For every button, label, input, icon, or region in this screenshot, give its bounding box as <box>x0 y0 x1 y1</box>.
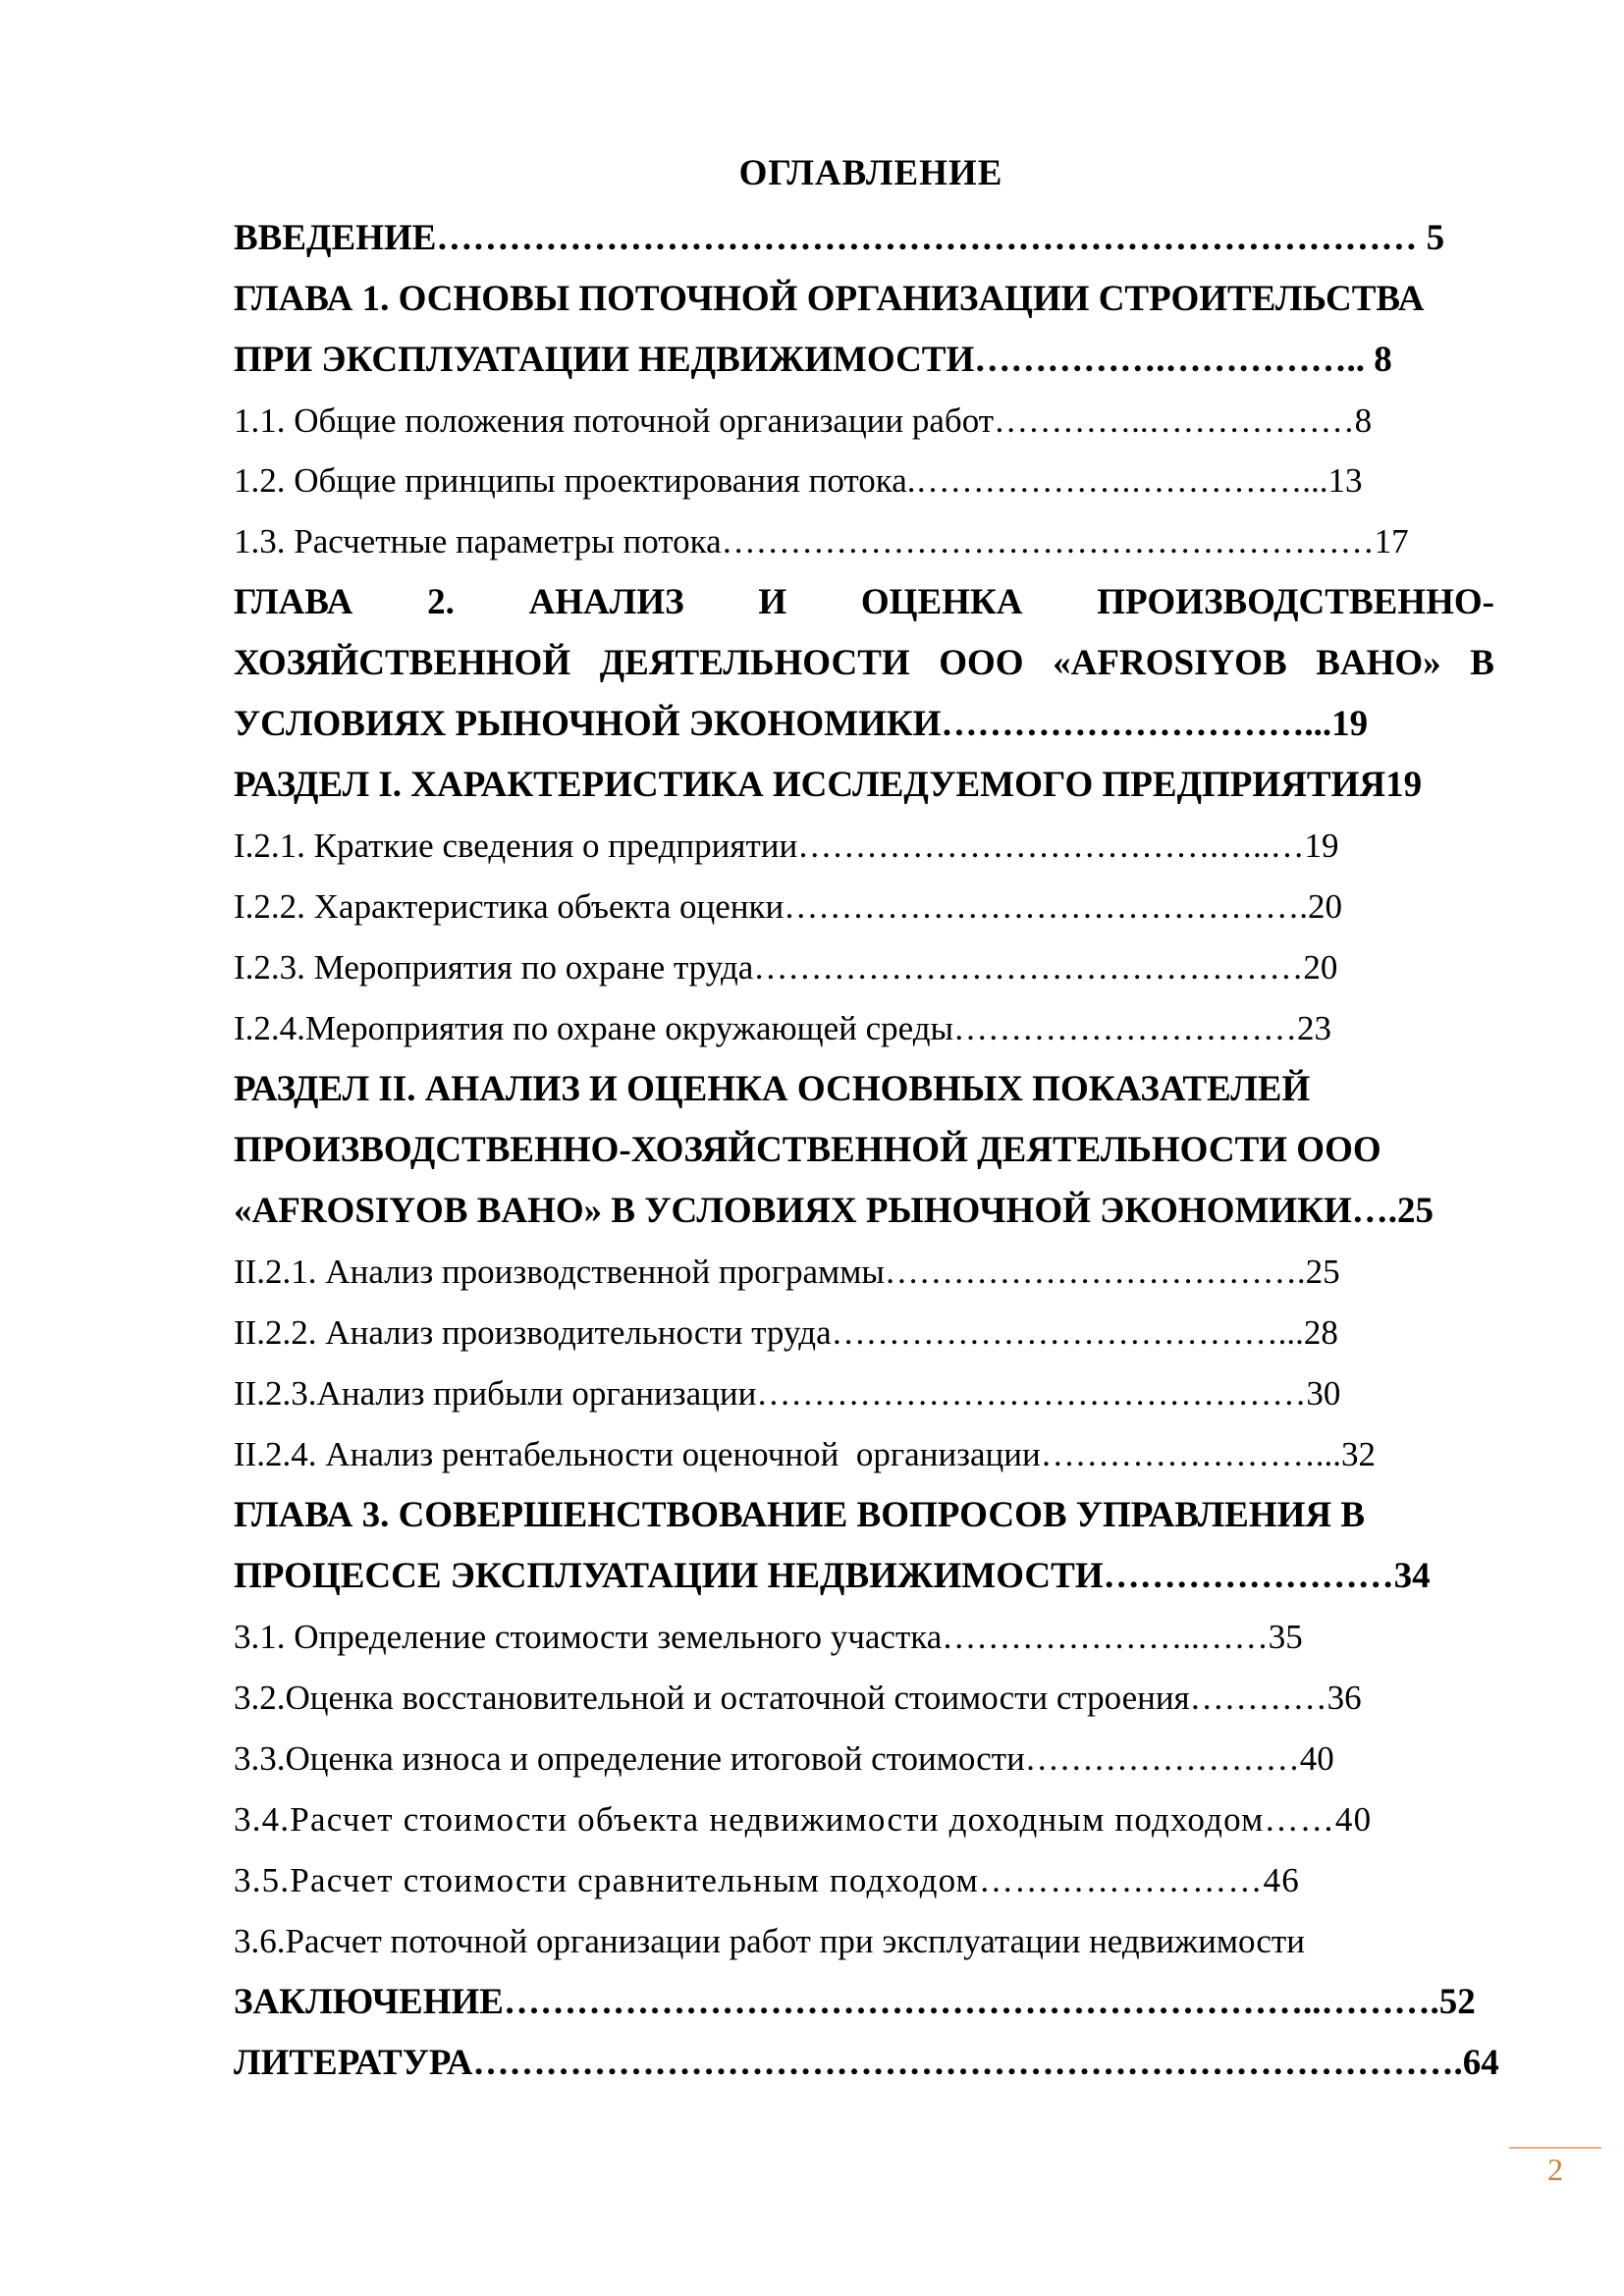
toc-entry-i-2-3: I.2.3. Мероприятия по охране труда…………………………………………20 <box>234 948 1338 987</box>
toc-entry-ii-2-2: II.2.2. Анализ производительности труда…………………………………...28 <box>234 1313 1338 1352</box>
word: «AFROSIYOB <box>1053 643 1287 683</box>
word: BAHO» <box>1316 643 1441 683</box>
toc-entry-ii-2-4: II.2.4. Анализ рентабельности оценочной организации……………………...32 <box>234 1435 1376 1473</box>
toc-entry-chapter-2 <box>234 573 1494 632</box>
toc-entry-conclusion: ЗАКЛЮЧЕНИЕ…………………………………………………………..……….52 <box>234 1982 1476 2022</box>
toc-entry-3-1: 3.1. Определение стоимости земельного участка…………………..……35 <box>234 1618 1303 1656</box>
toc-entry-section-1: РАЗДЕЛ I. ХАРАКТЕРИСТИКА ИССЛЕДУЕМОГО ПРЕДПРИЯТИЯ19 <box>234 765 1423 805</box>
toc-entry-chapter-2-end: УСЛОВИЯХ РЫНОЧНОЙ ЭКОНОМИКИ…………………………...19 <box>234 704 1369 744</box>
toc-entry-introduction: ВВЕДЕНИЕ……………………………………………………………………… 5 <box>234 218 1445 258</box>
toc-entry-1-2: 1.2. Общие принципы проектирования потока.……………….……………...13 <box>234 461 1363 500</box>
word: АНАЛИЗ <box>528 582 684 622</box>
toc-entry-i-2-2: I.2.2. Характеристика объекта оценки……………………………………….20 <box>234 887 1343 926</box>
word: ПРОИЗВОДСТВЕННО- <box>1097 582 1494 622</box>
word: В <box>1470 643 1494 683</box>
toc-entry-1-3: 1.3. Расчетные параметры потока…………………………………………………17 <box>234 522 1409 561</box>
toc-entry-3-4: 3.4.Расчет стоимости объекта недвижимости доходным подходом……40 <box>234 1800 1373 1839</box>
word: ДЕЯТЕЛЬНОСТИ <box>599 643 910 683</box>
toc-entry-section-2-end: «AFROSIYOB BAHO» В УСЛОВИЯХ РЫНОЧНОЙ ЭКОНОМИКИ….25 <box>234 1191 1435 1231</box>
word: ГЛАВА <box>234 582 353 622</box>
word: 2. <box>427 582 455 622</box>
toc-entry-section-2-cont: ПРОИЗВОДСТВЕННО-ХОЗЯЙСТВЕННОЙ ДЕЯТЕЛЬНОСТИ ООО <box>234 1130 1381 1170</box>
toc-entry-3-2: 3.2.Оценка восстановительной и остаточной стоимости строения…………36 <box>234 1679 1362 1717</box>
toc-entry-i-2-4: I.2.4.Мероприятия по охране окружающей среды…………………………23 <box>234 1009 1332 1047</box>
toc-entry-3-3: 3.3.Оценка износа и определение итоговой стоимости……………………40 <box>234 1739 1334 1778</box>
toc-entry-literature: ЛИТЕРАТУРА……………………………………………………………………….64 <box>234 2043 1499 2083</box>
word: ХОЗЯЙСТВЕННОЙ <box>234 643 571 683</box>
toc-entry-3-6: 3.6.Расчет поточной организации работ при эксплуатации недвижимости <box>234 1922 1305 1960</box>
toc-entry-1-1: 1.1. Общие положения поточной организации работ…………..………………8 <box>234 401 1373 440</box>
toc-title: ОГЛАВЛЕНИЕ <box>738 153 1003 193</box>
word: ОЦЕНКА <box>860 582 1023 622</box>
word: И <box>758 582 787 622</box>
toc-entry-3-5: 3.5.Расчет стоимости сравнительным подходом……………………46 <box>234 1861 1300 1899</box>
toc-entry-chapter-3: ГЛАВА 3. СОВЕРШЕНСТВОВАНИЕ ВОПРОСОВ УПРАВЛЕНИЯ В <box>234 1495 1366 1535</box>
page-number: 2 <box>1547 2152 1563 2187</box>
toc-entry-ii-2-1: II.2.1. Анализ производственной программы……………………………….25 <box>234 1253 1340 1291</box>
toc-entry-ii-2-3: II.2.3.Анализ прибыли организации…………………………………………30 <box>234 1374 1341 1413</box>
toc-entry-section-2: РАЗДЕЛ II. АНАЛИЗ И ОЦЕНКА ОСНОВНЫХ ПОКАЗАТЕЛЕЙ <box>234 1069 1311 1109</box>
word: ООО <box>939 643 1024 683</box>
toc-entry-i-2-1: I.2.1. Краткие сведения о предприятии……………………………….…..…19 <box>234 827 1339 865</box>
page-number-rule <box>1509 2147 1601 2149</box>
toc-entry-chapter-1: ГЛАВА 1. ОСНОВЫ ПОТОЧНОЙ ОРГАНИЗАЦИИ СТРОИТЕЛЬСТВА <box>234 279 1425 319</box>
toc-entry-chapter-1-cont: ПРИ ЭКСПЛУАТАЦИИ НЕДВИЖИМОСТИ…………….…………….. 8 <box>234 340 1392 380</box>
toc-entry-chapter-3-cont: ПРОЦЕССЕ ЭКСПЛУАТАЦИИ НЕДВИЖИМОСТИ……………………34 <box>234 1556 1431 1596</box>
toc-entry-chapter-2-cont <box>234 634 1494 693</box>
